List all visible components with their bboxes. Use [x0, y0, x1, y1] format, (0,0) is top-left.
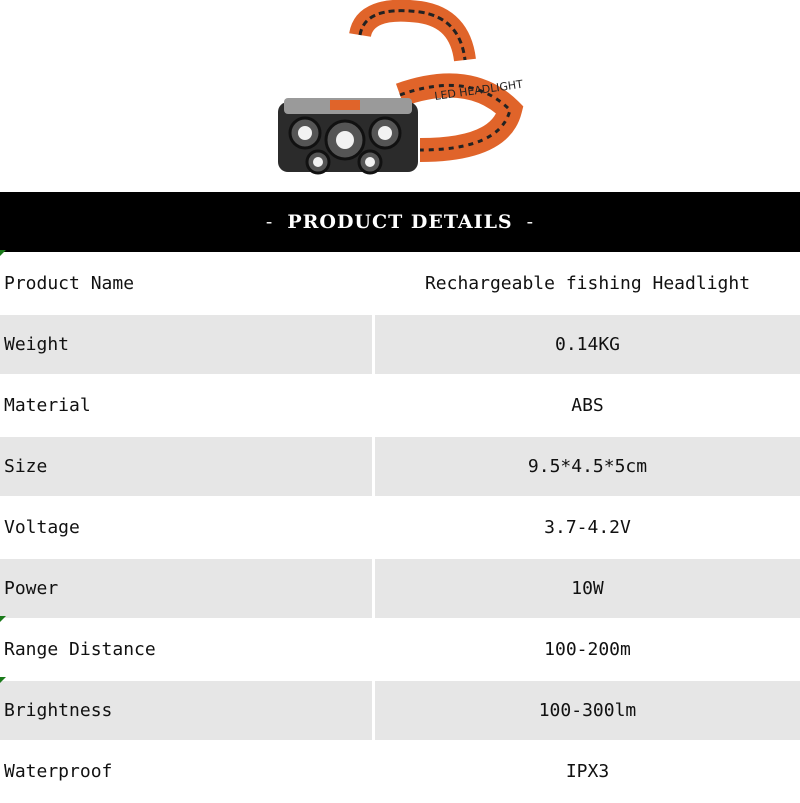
spec-label: Power — [4, 578, 59, 599]
spec-value: ABS — [571, 395, 604, 416]
spec-row-size — [0, 437, 800, 498]
spec-table — [0, 254, 800, 803]
spec-label: Weight — [4, 334, 70, 355]
spec-value: 0.14KG — [554, 334, 621, 355]
spec-label: Product Name — [4, 273, 135, 294]
spec-label: Material — [4, 395, 91, 416]
spec-row-range-distance — [0, 620, 800, 681]
spec-value: 10W — [571, 578, 604, 599]
spec-value: 9.5*4.5*5cm — [527, 456, 648, 477]
corner-mark — [0, 250, 6, 256]
spec-row-material — [0, 376, 800, 437]
banner-title: PRODUCT DETAILS — [287, 211, 513, 233]
spec-label: Voltage — [4, 517, 80, 538]
headlamp-icon — [270, 0, 530, 190]
spec-value: Rechargeable fishing Headlight — [424, 273, 751, 294]
headlamp-product-image — [270, 0, 530, 190]
spec-label: Size — [4, 456, 48, 477]
spec-row-product-name — [0, 254, 800, 315]
spec-row-weight — [0, 315, 800, 376]
product-details-banner — [0, 192, 800, 252]
spec-row-power — [0, 559, 800, 620]
spec-row-waterproof — [0, 742, 800, 803]
corner-mark — [0, 677, 6, 683]
spec-row-voltage — [0, 498, 800, 559]
spec-value: 100-300lm — [538, 700, 637, 721]
corner-mark — [0, 616, 6, 622]
spec-label: Waterproof — [4, 761, 113, 782]
spec-value: 100-200m — [544, 639, 631, 660]
banner-dash-right: - — [526, 211, 535, 233]
spec-row-brightness — [0, 681, 800, 742]
spec-value: 3.7-4.2V — [544, 517, 631, 538]
spec-label: Brightness — [4, 700, 113, 721]
banner-dash-left: - — [265, 211, 274, 233]
spec-value: IPX3 — [565, 761, 610, 782]
svg-text:LED HEADLIGHT: LED HEADLIGHT — [433, 77, 524, 103]
spec-label: Range Distance — [4, 639, 156, 660]
